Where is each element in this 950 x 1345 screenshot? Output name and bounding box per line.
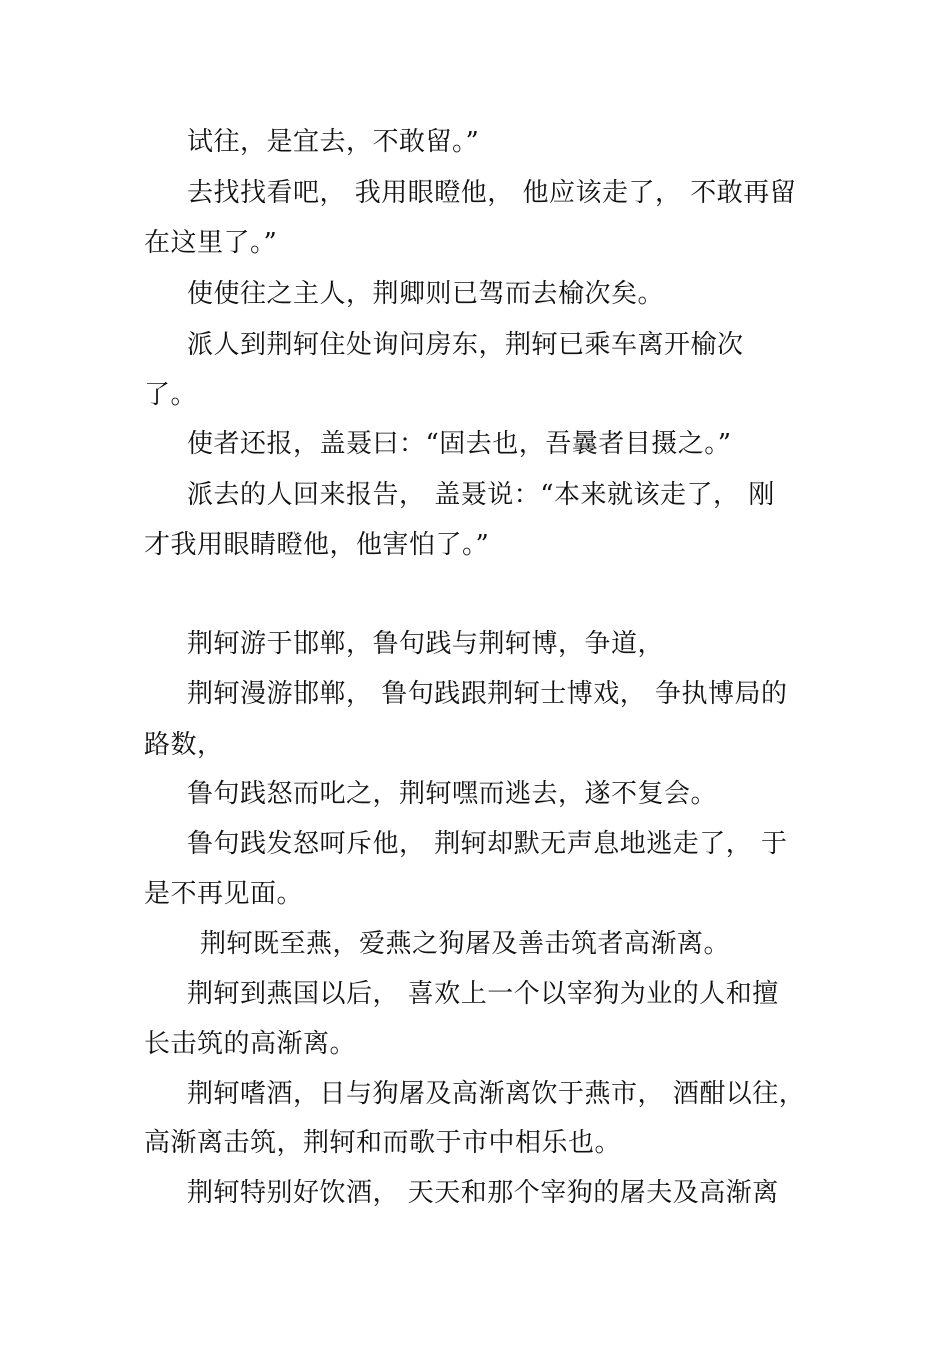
- text-line: 长击筑的高渐离。: [144, 1029, 357, 1059]
- text-line: 鲁句践怒而叱之，荆轲嘿而逃去，遂不复会。: [187, 779, 718, 809]
- text-line: 在这里了。”: [144, 228, 278, 258]
- text-line: 派人到荆轲住处询问房东，荆轲已乘车离开榆次: [187, 330, 744, 360]
- text-line: 荆轲漫游邯郸， 鲁句践跟荆轲士博戏， 争执博局的: [187, 679, 788, 709]
- text-line: 鲁句践发怒呵斥他， 荆轲却默无声息地逃走了， 于: [187, 829, 788, 859]
- text-line: 荆轲嗜酒，日与狗屠及高渐离饮于燕市， 酒酣以往，: [187, 1079, 806, 1109]
- text-line: 荆轲既至燕，爱燕之狗屠及善击筑者高渐离。: [200, 929, 731, 959]
- text-line: 使者还报，盖聂曰：“固去也，吾曩者目摄之。”: [187, 429, 732, 459]
- text-line: 是不再见面。: [144, 879, 304, 909]
- text-line: 使使往之主人，荆卿则已驾而去榆次矣。: [187, 279, 665, 309]
- text-line: 荆轲到燕国以后， 喜欢上一个以宰狗为业的人和擅: [187, 979, 779, 1009]
- text-line: 试往，是宜去，不敢留。”: [187, 127, 480, 157]
- text-line: 派去的人回来报告， 盖聂说：“本来就该走了， 刚: [187, 480, 775, 510]
- text-line: 荆轲特别好饮酒， 天天和那个宰狗的屠夫及高渐离: [187, 1178, 779, 1208]
- text-line: 才我用眼睛瞪他，他害怕了。”: [144, 530, 490, 560]
- text-line: 路数，: [144, 730, 224, 760]
- text-line: 荆轲游于邯郸，鲁句践与荆轲博，争道，: [187, 629, 665, 659]
- text-line: 了。: [144, 380, 198, 410]
- text-line: 高渐离击筑，荆轲和而歌于市中相乐也。: [144, 1128, 622, 1158]
- text-line: 去找找看吧， 我用眼瞪他， 他应该走了， 不敢再留: [187, 178, 797, 208]
